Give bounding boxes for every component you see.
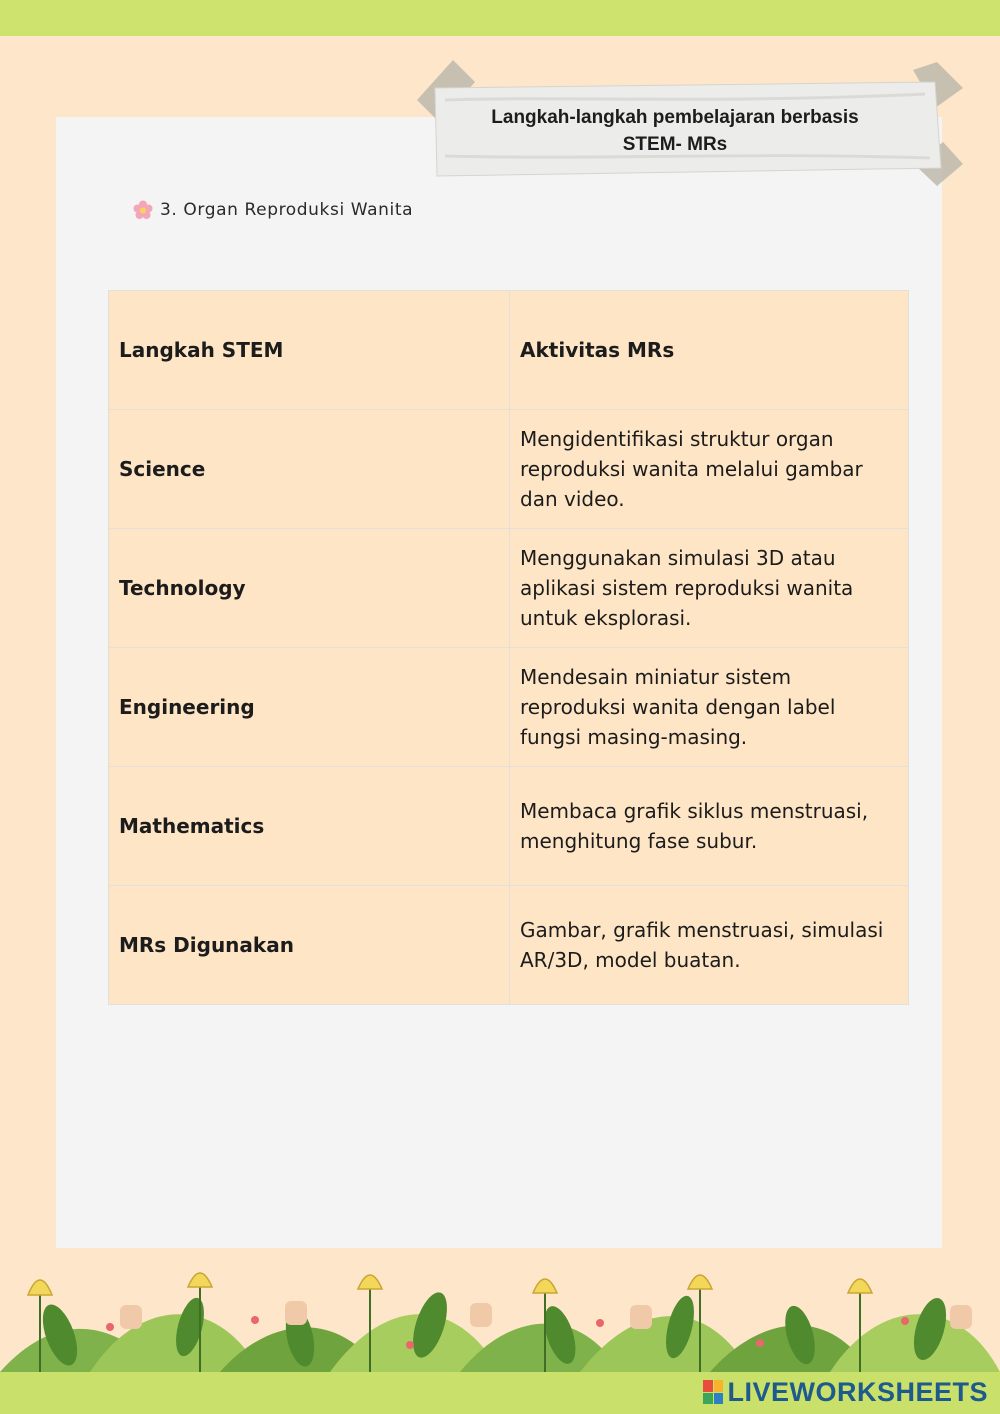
page-title (445, 104, 905, 158)
row-activity: Mengidentifikasi struktur organ reproduksi wanita melalui gambar dan video. (510, 410, 909, 529)
row-activity: Menggunakan simulasi 3D atau aplikasi sistem reproduksi wanita untuk eksplorasi. (510, 529, 909, 648)
table-header-row (109, 291, 909, 410)
section-heading (133, 198, 413, 222)
table-row (109, 648, 909, 767)
row-activity: Mendesain miniatur sistem reproduksi wanita dengan label fungsi masing-masing. (510, 648, 909, 767)
table-row (109, 529, 909, 648)
row-step: Science (109, 410, 510, 529)
page-title-line-1: Langkah-langkah pembelajaran berbasis (491, 107, 859, 128)
header-step: Langkah STEM (109, 291, 510, 410)
row-activity: Gambar, grafik menstruasi, simulasi AR/3D, model buatan. (510, 886, 909, 1005)
plants-border-decoration (0, 1265, 1000, 1372)
stem-steps-table (108, 290, 909, 1005)
row-step: Engineering (109, 648, 510, 767)
flower-icon (133, 200, 153, 220)
row-activity: Membaca grafik siklus menstruasi, menghitung fase subur. (510, 767, 909, 886)
row-step: Technology (109, 529, 510, 648)
page-title-line-2: STEM- MRs (622, 134, 728, 155)
title-tape-banner (415, 60, 965, 190)
header-activity: Aktivitas MRs (510, 291, 909, 410)
liveworksheets-brand[interactable] (703, 1376, 988, 1408)
top-accent-bar (0, 0, 1000, 36)
table-row (109, 410, 909, 529)
table-row (109, 767, 909, 886)
table-row (109, 886, 909, 1005)
brand-text: LIVEWORKSHEETS (727, 1376, 988, 1407)
liveworksheets-logo-icon (703, 1380, 723, 1404)
row-step: Mathematics (109, 767, 510, 886)
row-step: MRs Digunakan (109, 886, 510, 1005)
section-title: 3. Organ Reproduksi Wanita (160, 200, 414, 220)
